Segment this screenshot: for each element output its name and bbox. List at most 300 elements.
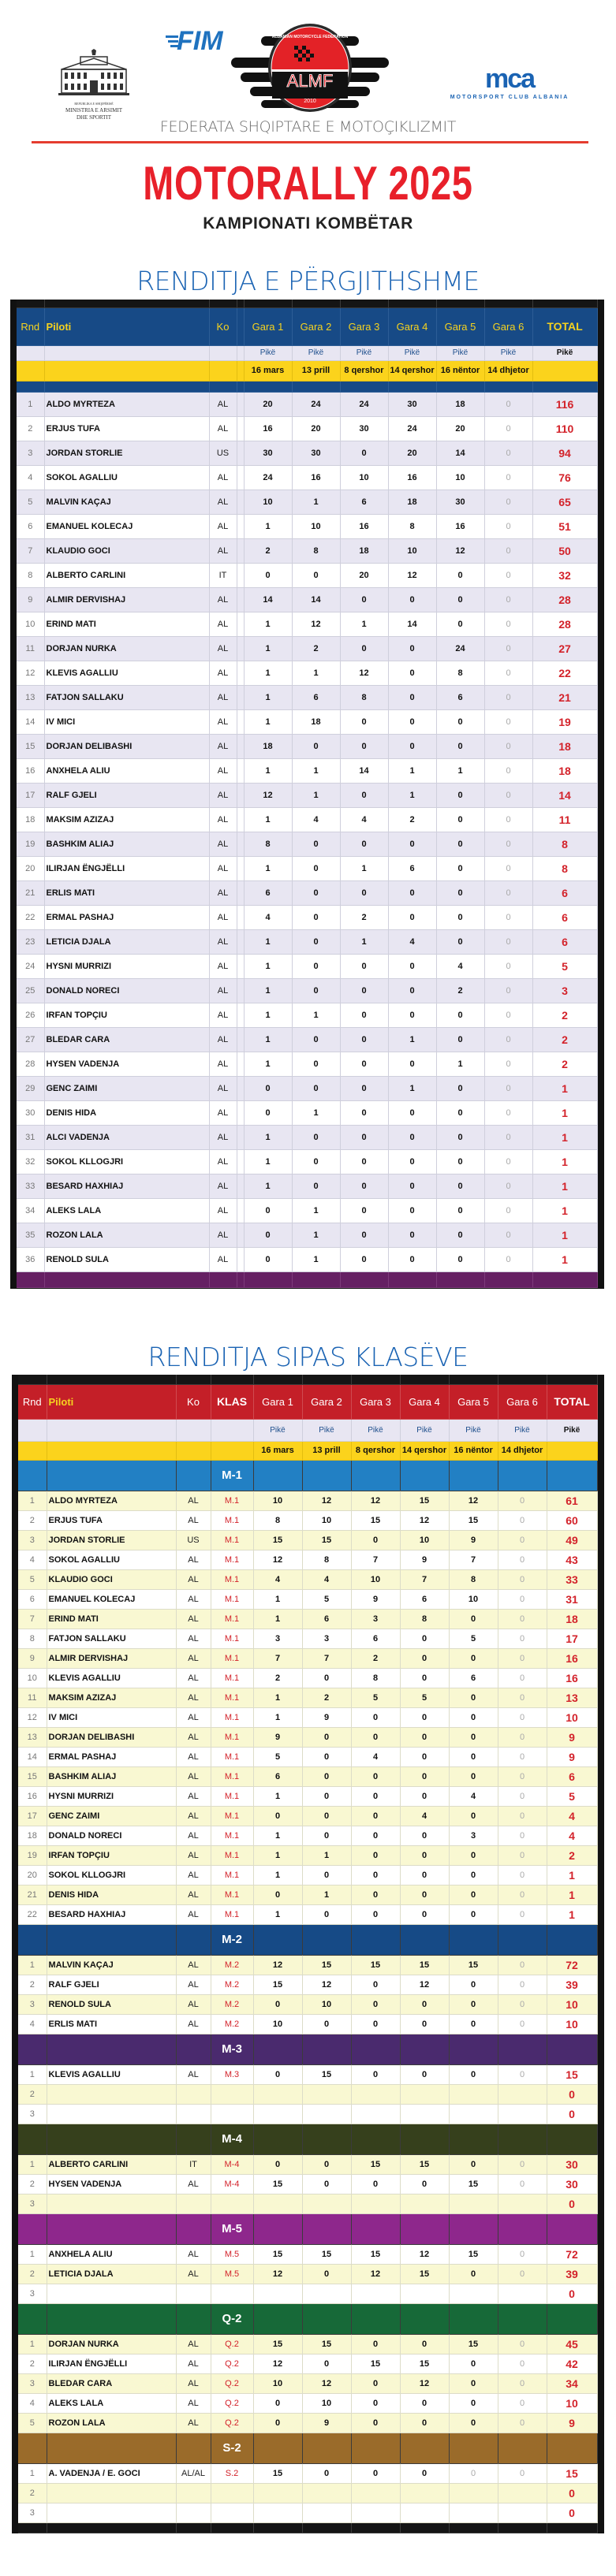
race-points-2: 8 bbox=[302, 1550, 351, 1569]
race-points-1 bbox=[253, 2084, 302, 2104]
total-points: 18 bbox=[532, 734, 597, 758]
rank: 21 bbox=[18, 1885, 47, 1904]
race-points-4: 1 bbox=[388, 1027, 436, 1052]
table-cell bbox=[176, 2213, 211, 2244]
rank: 11 bbox=[17, 636, 44, 661]
rank: 35 bbox=[17, 1223, 44, 1247]
race-points-2: 24 bbox=[292, 392, 340, 416]
table-cell bbox=[292, 381, 340, 392]
class-code: M.1 bbox=[211, 1648, 253, 1668]
mca-logo bbox=[450, 64, 569, 101]
race-points-3: 0 bbox=[351, 1885, 400, 1904]
table-cell bbox=[436, 381, 484, 392]
table-row bbox=[17, 954, 597, 978]
race-points-4: 0 bbox=[400, 1865, 449, 1885]
header-race-3: Gara 3 bbox=[351, 1384, 400, 1419]
total-points: 27 bbox=[532, 636, 597, 661]
race-points-5: 9 bbox=[449, 1530, 498, 1550]
race-points-4: 2 bbox=[388, 807, 436, 832]
rank: 3 bbox=[18, 2194, 47, 2213]
race-points-6: 0 bbox=[484, 538, 532, 563]
race-points-1: 1 bbox=[253, 1845, 302, 1865]
pilot-name: FATJON SALLAKU bbox=[47, 1629, 176, 1648]
race-points-6: 0 bbox=[484, 1100, 532, 1125]
race-points-2: 7 bbox=[302, 1648, 351, 1668]
header-race-4: Gara 4 bbox=[388, 307, 436, 345]
pilot-name: ERMAL PASHAJ bbox=[47, 1747, 176, 1766]
table-row bbox=[18, 2373, 597, 2393]
race-points-1: 1 bbox=[244, 758, 292, 783]
race-points-6 bbox=[498, 2084, 547, 2104]
country: IT bbox=[176, 2154, 211, 2174]
rank: 1 bbox=[17, 392, 44, 416]
total-points: 1 bbox=[532, 1076, 597, 1100]
almf-name: ALMF bbox=[286, 71, 334, 91]
race-points-5: 0 bbox=[449, 1865, 498, 1885]
race-points-1 bbox=[253, 2104, 302, 2124]
race-points-1: 15 bbox=[253, 1975, 302, 1994]
rank: 32 bbox=[17, 1149, 44, 1174]
table-cell bbox=[351, 2303, 400, 2334]
race-points-4: 30 bbox=[388, 392, 436, 416]
race-points-4: 6 bbox=[400, 1589, 449, 1609]
race-points-6: 0 bbox=[498, 2244, 547, 2264]
class-code: M.5 bbox=[211, 2244, 253, 2264]
table-row bbox=[17, 709, 597, 734]
race-points-5 bbox=[449, 2503, 498, 2522]
rank: 10 bbox=[17, 612, 44, 636]
race-points-2: 6 bbox=[302, 1609, 351, 1629]
total-points: 51 bbox=[532, 514, 597, 538]
race-points-6: 0 bbox=[484, 1223, 532, 1247]
rank: 1 bbox=[18, 2334, 47, 2354]
race-points-1: 10 bbox=[253, 1491, 302, 1510]
race-points-1 bbox=[253, 2483, 302, 2503]
race-points-1: 1 bbox=[253, 1865, 302, 1885]
race-points-2: 14 bbox=[292, 587, 340, 612]
table-cell bbox=[237, 514, 244, 538]
race-points-6: 0 bbox=[484, 1174, 532, 1198]
race-points-2 bbox=[302, 2104, 351, 2124]
country: AL bbox=[176, 1766, 211, 1786]
class-code: M.1 bbox=[211, 1629, 253, 1648]
almf-ring-text: ALBANIAN MOTORCYCLE FEDERATION bbox=[271, 35, 349, 39]
table-cell bbox=[449, 2303, 498, 2334]
race-points-4: 0 bbox=[388, 661, 436, 685]
rank: 16 bbox=[18, 1786, 47, 1806]
race-points-4: 5 bbox=[400, 1688, 449, 1707]
total-points: 14 bbox=[532, 783, 597, 807]
table-row bbox=[18, 1688, 597, 1707]
race-points-4: 0 bbox=[388, 1052, 436, 1076]
race-points-6: 0 bbox=[498, 2014, 547, 2034]
race-date-6: 14 dhjetor bbox=[498, 1441, 547, 1460]
table-row bbox=[17, 783, 597, 807]
pilot-name: ERIND MATI bbox=[44, 612, 209, 636]
pilot-name: DONALD NORECI bbox=[44, 978, 209, 1003]
race-points-6: 0 bbox=[484, 1003, 532, 1027]
race-date-1: 16 mars bbox=[244, 360, 292, 381]
class-code: M.1 bbox=[211, 1806, 253, 1826]
table-cell bbox=[237, 1027, 244, 1052]
race-points-3: 1 bbox=[340, 929, 388, 954]
table-cell bbox=[547, 2034, 597, 2064]
race-points-6: 0 bbox=[498, 1975, 547, 1994]
pilot-name: DENIS HIDA bbox=[44, 1100, 209, 1125]
race-points-6: 0 bbox=[484, 807, 532, 832]
table-cell bbox=[351, 1460, 400, 1491]
race-points-4 bbox=[400, 2104, 449, 2124]
race-points-1: 0 bbox=[244, 1076, 292, 1100]
race-points-6: 0 bbox=[498, 2393, 547, 2413]
rank: 1 bbox=[18, 1955, 47, 1975]
points-label: Pikë bbox=[532, 345, 597, 360]
race-points-3: 0 bbox=[340, 954, 388, 978]
race-points-6: 0 bbox=[498, 1648, 547, 1668]
race-points-6: 0 bbox=[484, 1052, 532, 1076]
total-points: 32 bbox=[532, 563, 597, 587]
race-points-3: 14 bbox=[340, 758, 388, 783]
table-row bbox=[17, 563, 597, 587]
race-points-2: 2 bbox=[292, 636, 340, 661]
total-points: 1 bbox=[532, 1125, 597, 1149]
class-code: M-4 bbox=[211, 2154, 253, 2174]
race-points-4: 0 bbox=[400, 1994, 449, 2014]
pilot-name: BESARD HAXHIAJ bbox=[44, 1174, 209, 1198]
rank: 15 bbox=[17, 734, 44, 758]
rank: 1 bbox=[18, 2064, 47, 2084]
rank: 6 bbox=[17, 514, 44, 538]
table-cell bbox=[253, 2433, 302, 2463]
table-cell bbox=[237, 612, 244, 636]
class-name: M-5 bbox=[211, 2213, 253, 2244]
table-cell bbox=[47, 1441, 176, 1460]
race-points-5: 0 bbox=[449, 2264, 498, 2284]
country: AL bbox=[176, 1569, 211, 1589]
rank: 36 bbox=[17, 1247, 44, 1271]
table-cell bbox=[176, 2522, 211, 2533]
class-code bbox=[211, 2194, 253, 2213]
almf-logo bbox=[231, 22, 389, 114]
total-points: 2 bbox=[547, 1845, 597, 1865]
race-points-2: 1 bbox=[302, 1845, 351, 1865]
table-cell bbox=[176, 1419, 211, 1441]
race-points-5: 0 bbox=[449, 2463, 498, 2483]
pilot-name: RALF GJELI bbox=[47, 1975, 176, 1994]
race-points-2: 0 bbox=[302, 1904, 351, 1924]
race-points-6 bbox=[498, 2104, 547, 2124]
race-points-2: 12 bbox=[292, 612, 340, 636]
race-points-4: 0 bbox=[388, 1125, 436, 1149]
rank: 15 bbox=[18, 1766, 47, 1786]
race-points-5: 0 bbox=[436, 1198, 484, 1223]
rank: 1 bbox=[18, 1491, 47, 1510]
table-row bbox=[17, 661, 597, 685]
race-points-1: 2 bbox=[253, 1668, 302, 1688]
race-points-2: 0 bbox=[302, 1786, 351, 1806]
race-points-5: 0 bbox=[449, 1727, 498, 1747]
table-row bbox=[17, 1174, 597, 1198]
table-cell bbox=[237, 360, 244, 381]
total-points: 39 bbox=[547, 1975, 597, 1994]
total-points: 0 bbox=[547, 2084, 597, 2104]
race-points-5: 24 bbox=[436, 636, 484, 661]
table-cell bbox=[253, 2303, 302, 2334]
race-points-4: 10 bbox=[400, 1530, 449, 1550]
race-points-3: 0 bbox=[340, 1052, 388, 1076]
total-points: 28 bbox=[532, 587, 597, 612]
race-points-1: 1 bbox=[253, 1904, 302, 1924]
total-points: 76 bbox=[532, 465, 597, 490]
race-points-3: 4 bbox=[351, 1747, 400, 1766]
rank: 29 bbox=[17, 1076, 44, 1100]
table-row bbox=[18, 2284, 597, 2303]
race-points-3: 30 bbox=[340, 416, 388, 441]
table-cell bbox=[237, 1100, 244, 1125]
table-row bbox=[18, 2354, 597, 2373]
race-points-4: 0 bbox=[400, 2014, 449, 2034]
pilot-name: BLEDAR CARA bbox=[44, 1027, 209, 1052]
country: AL bbox=[209, 1052, 237, 1076]
race-points-5: 2 bbox=[436, 978, 484, 1003]
class-standings-table bbox=[12, 1375, 604, 2533]
country: AL bbox=[176, 2393, 211, 2413]
table-cell bbox=[237, 1052, 244, 1076]
table-row bbox=[17, 1198, 597, 1223]
header-country: Ko bbox=[209, 307, 237, 345]
rank: 2 bbox=[18, 1510, 47, 1530]
class-code: M.2 bbox=[211, 2014, 253, 2034]
points-label: Pikë bbox=[253, 1419, 302, 1441]
race-points-3: 0 bbox=[351, 1707, 400, 1727]
race-points-4: 10 bbox=[388, 538, 436, 563]
race-points-1: 10 bbox=[253, 2373, 302, 2393]
race-points-2: 10 bbox=[302, 1510, 351, 1530]
race-points-2: 12 bbox=[302, 1975, 351, 1994]
total-points: 15 bbox=[547, 2064, 597, 2084]
race-points-1: 1 bbox=[244, 685, 292, 709]
header-divider bbox=[32, 141, 588, 143]
total-points: 10 bbox=[547, 1994, 597, 2014]
race-points-3: 3 bbox=[351, 1609, 400, 1629]
race-points-1: 0 bbox=[253, 1806, 302, 1826]
race-points-6: 0 bbox=[484, 587, 532, 612]
total-points: 13 bbox=[547, 1688, 597, 1707]
class-code: M-4 bbox=[211, 2174, 253, 2194]
country: AL bbox=[176, 1727, 211, 1747]
table-cell bbox=[209, 360, 237, 381]
race-points-3: 0 bbox=[351, 1530, 400, 1550]
race-points-1: 10 bbox=[244, 490, 292, 514]
class-code: Q.2 bbox=[211, 2393, 253, 2413]
pilot-name: ALMIR DERVISHAJ bbox=[47, 1648, 176, 1668]
race-points-5: 0 bbox=[449, 2014, 498, 2034]
total-points: 16 bbox=[547, 1648, 597, 1668]
table-row bbox=[17, 856, 597, 880]
total-points: 33 bbox=[547, 1569, 597, 1589]
race-points-6: 0 bbox=[498, 1826, 547, 1845]
race-points-3 bbox=[351, 2284, 400, 2303]
table-cell bbox=[44, 360, 209, 381]
table-cell bbox=[436, 300, 484, 307]
rank: 3 bbox=[18, 2284, 47, 2303]
pilot-name: RALF GJELI bbox=[44, 783, 209, 807]
table-row bbox=[18, 1806, 597, 1826]
race-points-4: 0 bbox=[388, 880, 436, 905]
race-points-4: 0 bbox=[400, 2064, 449, 2084]
pilot-name bbox=[47, 2084, 176, 2104]
race-points-2: 0 bbox=[302, 1727, 351, 1747]
race-points-1: 14 bbox=[244, 587, 292, 612]
pilot-name: KLEVIS AGALLIU bbox=[44, 661, 209, 685]
race-points-2: 0 bbox=[302, 1668, 351, 1688]
race-points-5: 0 bbox=[436, 807, 484, 832]
race-points-1: 20 bbox=[244, 392, 292, 416]
race-points-5: 0 bbox=[436, 709, 484, 734]
table-row bbox=[18, 1747, 597, 1766]
table-row bbox=[18, 2084, 597, 2104]
table-cell bbox=[547, 1441, 597, 1460]
race-points-5: 20 bbox=[436, 416, 484, 441]
race-points-1: 15 bbox=[253, 2174, 302, 2194]
almf-year: 2010 bbox=[304, 99, 316, 104]
table-cell bbox=[547, 1924, 597, 1955]
race-points-3: 8 bbox=[351, 1668, 400, 1688]
pilot-name: RENOLD SULA bbox=[47, 1994, 176, 2014]
table-row bbox=[17, 1003, 597, 1027]
class-code: S.2 bbox=[211, 2463, 253, 2483]
rank: 14 bbox=[18, 1747, 47, 1766]
country: AL bbox=[176, 1707, 211, 1727]
table-cell bbox=[237, 636, 244, 661]
table-cell bbox=[18, 1441, 47, 1460]
class-code: M.1 bbox=[211, 1766, 253, 1786]
race-points-4: 0 bbox=[400, 1845, 449, 1865]
race-points-4 bbox=[400, 2194, 449, 2213]
race-points-1 bbox=[253, 2194, 302, 2213]
country: US bbox=[209, 441, 237, 465]
class-name: M-3 bbox=[211, 2034, 253, 2064]
country: AL bbox=[176, 1845, 211, 1865]
race-points-2: 15 bbox=[302, 2244, 351, 2264]
table-cell bbox=[253, 2522, 302, 2533]
class-code bbox=[211, 2104, 253, 2124]
race-points-5: 0 bbox=[449, 1994, 498, 2014]
race-points-3: 15 bbox=[351, 2244, 400, 2264]
race-points-6 bbox=[498, 2284, 547, 2303]
class-code: M.2 bbox=[211, 1975, 253, 1994]
rank: 3 bbox=[18, 1530, 47, 1550]
race-points-6: 0 bbox=[498, 2463, 547, 2483]
race-points-5: 0 bbox=[449, 1845, 498, 1865]
table-cell bbox=[176, 1375, 211, 1384]
mca-logo-name: MOTORSPORT CLUB ALBANIA bbox=[450, 95, 569, 100]
table-cell bbox=[237, 1271, 244, 1287]
table-cell bbox=[400, 1460, 449, 1491]
pilot-name: SOKOL AGALLIU bbox=[44, 465, 209, 490]
table-cell bbox=[498, 2124, 547, 2154]
rank: 8 bbox=[17, 563, 44, 587]
race-points-5: 0 bbox=[436, 1076, 484, 1100]
country: AL bbox=[209, 905, 237, 929]
race-points-3: 0 bbox=[340, 1198, 388, 1223]
country: AL bbox=[209, 1027, 237, 1052]
race-dates-row bbox=[18, 1441, 597, 1460]
race-points-4: 4 bbox=[400, 1806, 449, 1826]
race-points-1: 6 bbox=[244, 880, 292, 905]
race-points-2: 1 bbox=[292, 783, 340, 807]
table-cell bbox=[237, 307, 244, 345]
pilot-name: ERIND MATI bbox=[47, 1609, 176, 1629]
race-points-6: 0 bbox=[484, 514, 532, 538]
race-points-1: 4 bbox=[253, 1569, 302, 1589]
total-points: 0 bbox=[547, 2503, 597, 2522]
country: AL bbox=[176, 2014, 211, 2034]
table-row bbox=[17, 685, 597, 709]
race-points-5: 6 bbox=[449, 1668, 498, 1688]
country: AL bbox=[176, 2064, 211, 2084]
race-points-1: 2 bbox=[244, 538, 292, 563]
race-points-4: 20 bbox=[388, 441, 436, 465]
table-row bbox=[18, 1955, 597, 1975]
race-points-2: 18 bbox=[292, 709, 340, 734]
class-band bbox=[18, 2303, 597, 2334]
pilot-name: RENOLD SULA bbox=[44, 1247, 209, 1271]
header-race-6: Gara 6 bbox=[484, 307, 532, 345]
race-points-1: 0 bbox=[253, 2393, 302, 2413]
race-points-6 bbox=[498, 2483, 547, 2503]
race-points-2: 0 bbox=[292, 905, 340, 929]
table-cell bbox=[47, 1924, 176, 1955]
total-points: 5 bbox=[547, 1786, 597, 1806]
race-points-1: 1 bbox=[244, 1149, 292, 1174]
table-row bbox=[18, 1865, 597, 1885]
rank: 19 bbox=[18, 1845, 47, 1865]
race-points-2: 0 bbox=[302, 1747, 351, 1766]
country: AL bbox=[176, 2244, 211, 2264]
country: AL bbox=[209, 954, 237, 978]
table-cell bbox=[400, 2124, 449, 2154]
rank: 8 bbox=[18, 1629, 47, 1648]
race-points-6: 0 bbox=[498, 1786, 547, 1806]
race-points-2: 12 bbox=[302, 2373, 351, 2393]
race-points-3: 0 bbox=[351, 2334, 400, 2354]
table-row bbox=[17, 514, 597, 538]
table-cell bbox=[253, 1924, 302, 1955]
race-points-4: 0 bbox=[388, 587, 436, 612]
table-row bbox=[18, 1845, 597, 1865]
race-points-2: 5 bbox=[302, 1589, 351, 1609]
country: AL bbox=[176, 1747, 211, 1766]
race-points-4: 14 bbox=[388, 612, 436, 636]
race-points-4: 0 bbox=[400, 1904, 449, 1924]
table-cell bbox=[292, 1271, 340, 1287]
table-row bbox=[18, 1609, 597, 1629]
total-points: 6 bbox=[532, 929, 597, 954]
country: AL bbox=[176, 1955, 211, 1975]
race-points-6: 0 bbox=[484, 978, 532, 1003]
country: AL bbox=[176, 1806, 211, 1826]
race-points-1: 1 bbox=[244, 709, 292, 734]
rank: 11 bbox=[18, 1688, 47, 1707]
race-points-2: 0 bbox=[292, 1174, 340, 1198]
class-code: M.2 bbox=[211, 1994, 253, 2014]
table-row bbox=[18, 1510, 597, 1530]
race-points-3: 0 bbox=[340, 1125, 388, 1149]
race-points-3: 12 bbox=[351, 1491, 400, 1510]
total-points: 18 bbox=[547, 1609, 597, 1629]
table-row bbox=[17, 929, 597, 954]
